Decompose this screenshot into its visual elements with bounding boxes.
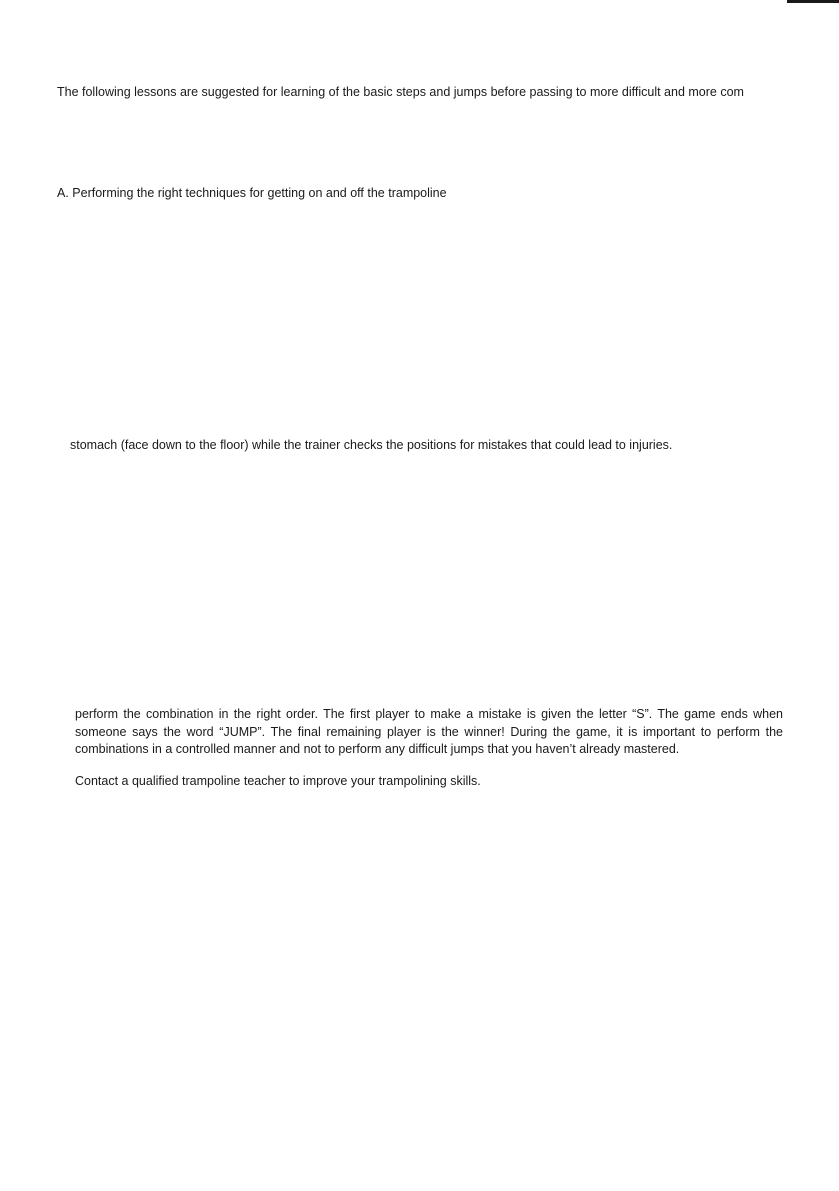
game-paragraph-line: combinations in a controlled manner and not to perform any difficult jumps that you haven’t already mastered. <box>75 742 680 756</box>
game-paragraph-line: someone says the word “JUMP”. The final remaining player is the winner! During the game, it is important to perform the <box>75 724 783 739</box>
game-paragraph-line: perform the combination in the right order. The first player to make a mistake is given the letter “S”. The game ends when <box>75 707 783 721</box>
stomach-position-text: stomach (face down to the floor) while the trainer checks the positions for mistakes that could lead to injuries. <box>70 438 673 452</box>
contact-teacher-text: Contact a qualified trampoline teacher to improve your trampolining skills. <box>75 774 481 788</box>
game-paragraph <box>75 706 783 759</box>
intro-text: The following lessons are suggested for learning of the basic steps and jumps before passing to more difficult and more com <box>57 85 744 99</box>
section-a-heading: A. Performing the right techniques for getting on and off the trampoline <box>57 186 447 200</box>
page-corner-tab <box>787 0 839 3</box>
